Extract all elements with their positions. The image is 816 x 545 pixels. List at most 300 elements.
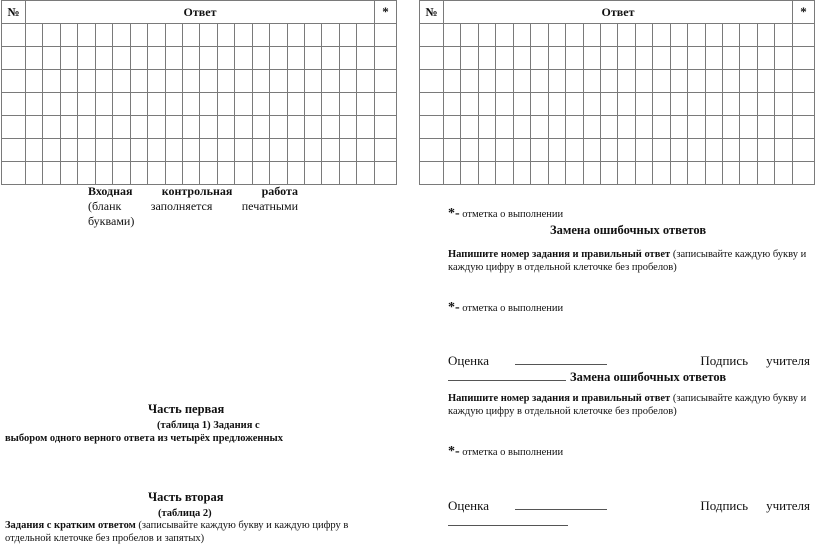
answer-cell[interactable] <box>757 116 774 139</box>
answer-cell[interactable] <box>496 70 513 93</box>
answer-cell[interactable] <box>357 93 375 116</box>
answer-cell[interactable] <box>723 70 740 93</box>
answer-cell[interactable] <box>531 93 548 116</box>
answer-cell[interactable] <box>305 139 322 162</box>
answer-cell[interactable] <box>688 116 705 139</box>
answer-cell[interactable] <box>235 116 252 139</box>
answer-cell[interactable] <box>740 116 757 139</box>
answer-cell[interactable] <box>635 116 652 139</box>
answer-cell[interactable] <box>688 93 705 116</box>
answer-cell[interactable] <box>618 70 635 93</box>
answer-cell[interactable] <box>444 116 461 139</box>
answer-cell[interactable] <box>182 162 199 185</box>
answer-cell[interactable] <box>705 139 722 162</box>
answer-cell[interactable] <box>95 139 112 162</box>
answer-cell[interactable] <box>461 24 478 47</box>
answer-cell[interactable] <box>775 70 793 93</box>
answer-cell[interactable] <box>775 93 793 116</box>
answer-cell[interactable] <box>200 139 217 162</box>
task-number-cell[interactable] <box>420 70 444 93</box>
grade-field[interactable] <box>515 498 607 510</box>
answer-cell[interactable] <box>478 70 495 93</box>
answer-cell[interactable] <box>200 162 217 185</box>
answer-cell[interactable] <box>740 70 757 93</box>
answer-cell[interactable] <box>775 162 793 185</box>
answer-cell[interactable] <box>252 162 269 185</box>
answer-cell[interactable] <box>618 93 635 116</box>
answer-cell[interactable] <box>653 139 670 162</box>
answer-cell[interactable] <box>235 47 252 70</box>
answer-cell[interactable] <box>775 24 793 47</box>
answer-cell[interactable] <box>653 162 670 185</box>
answer-cell[interactable] <box>705 47 722 70</box>
answer-cell[interactable] <box>60 70 77 93</box>
answer-cell[interactable] <box>548 24 565 47</box>
answer-cell[interactable] <box>130 47 147 70</box>
answer-cell[interactable] <box>653 70 670 93</box>
task-number-cell[interactable] <box>2 70 26 93</box>
answer-cell[interactable] <box>322 70 339 93</box>
task-number-cell[interactable] <box>420 93 444 116</box>
answer-cell[interactable] <box>670 24 687 47</box>
answer-cell[interactable] <box>635 24 652 47</box>
answer-cell[interactable] <box>461 139 478 162</box>
answer-cell[interactable] <box>305 70 322 93</box>
answer-cell[interactable] <box>165 139 182 162</box>
answer-cell[interactable] <box>305 116 322 139</box>
answer-cell[interactable] <box>95 24 112 47</box>
answer-cell[interactable] <box>252 139 269 162</box>
answer-cell[interactable] <box>78 70 95 93</box>
answer-cell[interactable] <box>566 116 583 139</box>
answer-cell[interactable] <box>740 162 757 185</box>
answer-cell[interactable] <box>270 70 287 93</box>
answer-cell[interactable] <box>618 162 635 185</box>
task-number-cell[interactable] <box>420 162 444 185</box>
answer-cell[interactable] <box>531 24 548 47</box>
answer-cell[interactable] <box>270 139 287 162</box>
answer-cell[interactable] <box>26 139 43 162</box>
answer-cell[interactable] <box>165 24 182 47</box>
answer-cell[interactable] <box>583 139 600 162</box>
answer-cell[interactable] <box>635 70 652 93</box>
answer-cell[interactable] <box>775 116 793 139</box>
answer-cell[interactable] <box>583 162 600 185</box>
mark-cell[interactable] <box>375 139 397 162</box>
answer-cell[interactable] <box>670 93 687 116</box>
answer-cell[interactable] <box>444 70 461 93</box>
answer-cell[interactable] <box>130 162 147 185</box>
answer-cell[interactable] <box>670 139 687 162</box>
mark-cell[interactable] <box>793 93 815 116</box>
answer-cell[interactable] <box>357 47 375 70</box>
answer-cell[interactable] <box>566 24 583 47</box>
answer-cell[interactable] <box>322 47 339 70</box>
answer-cell[interactable] <box>339 93 356 116</box>
answer-cell[interactable] <box>60 139 77 162</box>
answer-cell[interactable] <box>496 116 513 139</box>
answer-cell[interactable] <box>26 70 43 93</box>
mark-cell[interactable] <box>375 116 397 139</box>
answer-cell[interactable] <box>252 70 269 93</box>
answer-cell[interactable] <box>566 70 583 93</box>
answer-cell[interactable] <box>670 47 687 70</box>
task-number-cell[interactable] <box>2 93 26 116</box>
answer-cell[interactable] <box>357 162 375 185</box>
answer-cell[interactable] <box>26 93 43 116</box>
answer-cell[interactable] <box>757 139 774 162</box>
answer-cell[interactable] <box>217 116 234 139</box>
answer-cell[interactable] <box>182 139 199 162</box>
answer-cell[interactable] <box>305 47 322 70</box>
answer-cell[interactable] <box>305 24 322 47</box>
answer-cell[interactable] <box>287 47 304 70</box>
answer-cell[interactable] <box>600 24 617 47</box>
answer-cell[interactable] <box>705 70 722 93</box>
answer-cell[interactable] <box>217 93 234 116</box>
answer-cell[interactable] <box>322 93 339 116</box>
answer-cell[interactable] <box>566 162 583 185</box>
answer-cell[interactable] <box>513 70 530 93</box>
answer-cell[interactable] <box>705 162 722 185</box>
answer-cell[interactable] <box>287 93 304 116</box>
answer-cell[interactable] <box>670 70 687 93</box>
answer-cell[interactable] <box>566 47 583 70</box>
answer-cell[interactable] <box>305 162 322 185</box>
answer-cell[interactable] <box>513 162 530 185</box>
answer-cell[interactable] <box>78 139 95 162</box>
answer-cell[interactable] <box>583 47 600 70</box>
answer-cell[interactable] <box>60 162 77 185</box>
answer-cell[interactable] <box>478 24 495 47</box>
answer-cell[interactable] <box>60 24 77 47</box>
answer-cell[interactable] <box>583 70 600 93</box>
answer-cell[interactable] <box>148 139 165 162</box>
answer-cell[interactable] <box>653 93 670 116</box>
answer-cell[interactable] <box>339 24 356 47</box>
answer-cell[interactable] <box>287 139 304 162</box>
answer-cell[interactable] <box>270 162 287 185</box>
answer-cell[interactable] <box>583 93 600 116</box>
answer-cell[interactable] <box>496 139 513 162</box>
answer-cell[interactable] <box>78 47 95 70</box>
answer-cell[interactable] <box>252 116 269 139</box>
answer-cell[interactable] <box>723 93 740 116</box>
answer-cell[interactable] <box>200 70 217 93</box>
answer-cell[interactable] <box>165 93 182 116</box>
answer-cell[interactable] <box>182 24 199 47</box>
answer-cell[interactable] <box>339 116 356 139</box>
answer-cell[interactable] <box>217 70 234 93</box>
answer-cell[interactable] <box>723 139 740 162</box>
answer-cell[interactable] <box>148 47 165 70</box>
answer-cell[interactable] <box>95 116 112 139</box>
answer-cell[interactable] <box>217 24 234 47</box>
answer-cell[interactable] <box>287 24 304 47</box>
answer-cell[interactable] <box>148 116 165 139</box>
answer-cell[interactable] <box>757 70 774 93</box>
answer-cell[interactable] <box>165 70 182 93</box>
answer-cell[interactable] <box>688 139 705 162</box>
answer-cell[interactable] <box>688 70 705 93</box>
teacher-signature-field[interactable] <box>448 514 568 526</box>
answer-cell[interactable] <box>182 93 199 116</box>
answer-cell[interactable] <box>60 116 77 139</box>
answer-cell[interactable] <box>583 116 600 139</box>
answer-cell[interactable] <box>566 93 583 116</box>
answer-cell[interactable] <box>478 116 495 139</box>
answer-cell[interactable] <box>252 24 269 47</box>
answer-cell[interactable] <box>513 93 530 116</box>
answer-cell[interactable] <box>618 139 635 162</box>
answer-cell[interactable] <box>513 47 530 70</box>
answer-cell[interactable] <box>723 116 740 139</box>
answer-cell[interactable] <box>130 24 147 47</box>
answer-cell[interactable] <box>43 24 60 47</box>
answer-cell[interactable] <box>600 116 617 139</box>
answer-cell[interactable] <box>200 116 217 139</box>
answer-cell[interactable] <box>26 24 43 47</box>
answer-cell[interactable] <box>43 162 60 185</box>
answer-cell[interactable] <box>740 24 757 47</box>
answer-cell[interactable] <box>252 93 269 116</box>
answer-cell[interactable] <box>723 24 740 47</box>
answer-cell[interactable] <box>130 139 147 162</box>
answer-cell[interactable] <box>148 24 165 47</box>
answer-cell[interactable] <box>182 116 199 139</box>
answer-cell[interactable] <box>26 47 43 70</box>
answer-cell[interactable] <box>113 47 130 70</box>
answer-cell[interactable] <box>513 24 530 47</box>
answer-cell[interactable] <box>95 93 112 116</box>
answer-cell[interactable] <box>531 70 548 93</box>
answer-cell[interactable] <box>548 116 565 139</box>
answer-cell[interactable] <box>775 47 793 70</box>
answer-cell[interactable] <box>496 162 513 185</box>
answer-cell[interactable] <box>182 47 199 70</box>
answer-cell[interactable] <box>444 139 461 162</box>
answer-cell[interactable] <box>130 116 147 139</box>
answer-cell[interactable] <box>287 162 304 185</box>
mark-cell[interactable] <box>375 24 397 47</box>
answer-cell[interactable] <box>531 47 548 70</box>
answer-cell[interactable] <box>357 116 375 139</box>
answer-cell[interactable] <box>478 162 495 185</box>
answer-cell[interactable] <box>583 24 600 47</box>
answer-cell[interactable] <box>566 139 583 162</box>
answer-cell[interactable] <box>165 162 182 185</box>
answer-cell[interactable] <box>444 93 461 116</box>
answer-cell[interactable] <box>723 47 740 70</box>
answer-cell[interactable] <box>43 70 60 93</box>
answer-cell[interactable] <box>60 47 77 70</box>
answer-cell[interactable] <box>496 93 513 116</box>
task-number-cell[interactable] <box>420 47 444 70</box>
answer-cell[interactable] <box>60 93 77 116</box>
answer-cell[interactable] <box>339 70 356 93</box>
answer-cell[interactable] <box>635 139 652 162</box>
answer-cell[interactable] <box>600 93 617 116</box>
grade-field[interactable] <box>515 353 607 365</box>
answer-cell[interactable] <box>478 47 495 70</box>
answer-cell[interactable] <box>357 70 375 93</box>
answer-cell[interactable] <box>148 162 165 185</box>
answer-cell[interactable] <box>548 139 565 162</box>
answer-cell[interactable] <box>270 116 287 139</box>
answer-cell[interactable] <box>496 24 513 47</box>
answer-cell[interactable] <box>478 139 495 162</box>
answer-cell[interactable] <box>618 47 635 70</box>
answer-cell[interactable] <box>165 116 182 139</box>
answer-cell[interactable] <box>705 116 722 139</box>
answer-cell[interactable] <box>165 47 182 70</box>
answer-cell[interactable] <box>653 47 670 70</box>
answer-cell[interactable] <box>548 70 565 93</box>
mark-cell[interactable] <box>793 70 815 93</box>
answer-cell[interactable] <box>357 24 375 47</box>
answer-cell[interactable] <box>235 24 252 47</box>
answer-cell[interactable] <box>182 70 199 93</box>
answer-cell[interactable] <box>113 162 130 185</box>
answer-cell[interactable] <box>200 24 217 47</box>
answer-cell[interactable] <box>496 47 513 70</box>
answer-cell[interactable] <box>95 47 112 70</box>
mark-cell[interactable] <box>793 24 815 47</box>
answer-cell[interactable] <box>148 93 165 116</box>
answer-cell[interactable] <box>600 139 617 162</box>
task-number-cell[interactable] <box>2 162 26 185</box>
answer-cell[interactable] <box>618 116 635 139</box>
task-number-cell[interactable] <box>420 24 444 47</box>
teacher-signature-field[interactable] <box>448 369 566 381</box>
answer-cell[interactable] <box>95 162 112 185</box>
answer-cell[interactable] <box>653 24 670 47</box>
answer-cell[interactable] <box>531 162 548 185</box>
task-number-cell[interactable] <box>2 24 26 47</box>
task-number-cell[interactable] <box>2 47 26 70</box>
answer-cell[interactable] <box>235 162 252 185</box>
answer-cell[interactable] <box>670 116 687 139</box>
answer-cell[interactable] <box>513 116 530 139</box>
answer-cell[interactable] <box>43 116 60 139</box>
answer-cell[interactable] <box>287 70 304 93</box>
answer-cell[interactable] <box>252 47 269 70</box>
answer-cell[interactable] <box>757 93 774 116</box>
answer-cell[interactable] <box>339 162 356 185</box>
answer-cell[interactable] <box>600 162 617 185</box>
answer-cell[interactable] <box>740 47 757 70</box>
answer-cell[interactable] <box>653 116 670 139</box>
answer-cell[interactable] <box>531 116 548 139</box>
answer-cell[interactable] <box>444 24 461 47</box>
answer-cell[interactable] <box>444 47 461 70</box>
answer-cell[interactable] <box>618 24 635 47</box>
answer-cell[interactable] <box>757 24 774 47</box>
answer-cell[interactable] <box>78 116 95 139</box>
task-number-cell[interactable] <box>420 139 444 162</box>
answer-cell[interactable] <box>461 162 478 185</box>
mark-cell[interactable] <box>793 116 815 139</box>
answer-cell[interactable] <box>688 47 705 70</box>
answer-cell[interactable] <box>113 116 130 139</box>
answer-cell[interactable] <box>688 162 705 185</box>
answer-cell[interactable] <box>26 116 43 139</box>
answer-cell[interactable] <box>723 162 740 185</box>
answer-cell[interactable] <box>113 139 130 162</box>
answer-cell[interactable] <box>78 24 95 47</box>
answer-cell[interactable] <box>740 139 757 162</box>
answer-cell[interactable] <box>775 139 793 162</box>
answer-cell[interactable] <box>461 116 478 139</box>
mark-cell[interactable] <box>375 93 397 116</box>
answer-cell[interactable] <box>757 47 774 70</box>
answer-cell[interactable] <box>217 47 234 70</box>
answer-cell[interactable] <box>531 139 548 162</box>
answer-cell[interactable] <box>305 93 322 116</box>
answer-cell[interactable] <box>600 70 617 93</box>
answer-cell[interactable] <box>757 162 774 185</box>
answer-cell[interactable] <box>270 24 287 47</box>
answer-cell[interactable] <box>130 93 147 116</box>
mark-cell[interactable] <box>793 139 815 162</box>
task-number-cell[interactable] <box>2 116 26 139</box>
answer-cell[interactable] <box>26 162 43 185</box>
answer-cell[interactable] <box>235 70 252 93</box>
answer-cell[interactable] <box>43 47 60 70</box>
answer-cell[interactable] <box>270 47 287 70</box>
answer-cell[interactable] <box>548 162 565 185</box>
mark-cell[interactable] <box>375 162 397 185</box>
answer-cell[interactable] <box>740 93 757 116</box>
answer-cell[interactable] <box>95 70 112 93</box>
mark-cell[interactable] <box>375 47 397 70</box>
answer-cell[interactable] <box>78 93 95 116</box>
answer-cell[interactable] <box>200 47 217 70</box>
answer-cell[interactable] <box>461 70 478 93</box>
answer-cell[interactable] <box>461 93 478 116</box>
answer-cell[interactable] <box>113 93 130 116</box>
answer-cell[interactable] <box>235 139 252 162</box>
mark-cell[interactable] <box>793 162 815 185</box>
answer-cell[interactable] <box>322 162 339 185</box>
answer-cell[interactable] <box>43 93 60 116</box>
answer-cell[interactable] <box>478 93 495 116</box>
answer-cell[interactable] <box>235 93 252 116</box>
answer-cell[interactable] <box>357 139 375 162</box>
answer-cell[interactable] <box>113 24 130 47</box>
answer-cell[interactable] <box>113 70 130 93</box>
answer-cell[interactable] <box>635 47 652 70</box>
answer-cell[interactable] <box>461 47 478 70</box>
answer-cell[interactable] <box>148 70 165 93</box>
answer-cell[interactable] <box>705 24 722 47</box>
mark-cell[interactable] <box>375 70 397 93</box>
answer-cell[interactable] <box>688 24 705 47</box>
answer-cell[interactable] <box>339 47 356 70</box>
answer-cell[interactable] <box>705 93 722 116</box>
answer-cell[interactable] <box>635 162 652 185</box>
answer-cell[interactable] <box>322 139 339 162</box>
answer-cell[interactable] <box>217 139 234 162</box>
answer-cell[interactable] <box>270 93 287 116</box>
answer-cell[interactable] <box>635 93 652 116</box>
answer-cell[interactable] <box>444 162 461 185</box>
answer-cell[interactable] <box>287 116 304 139</box>
mark-cell[interactable] <box>793 47 815 70</box>
answer-cell[interactable] <box>548 47 565 70</box>
answer-cell[interactable] <box>130 70 147 93</box>
answer-cell[interactable] <box>217 162 234 185</box>
